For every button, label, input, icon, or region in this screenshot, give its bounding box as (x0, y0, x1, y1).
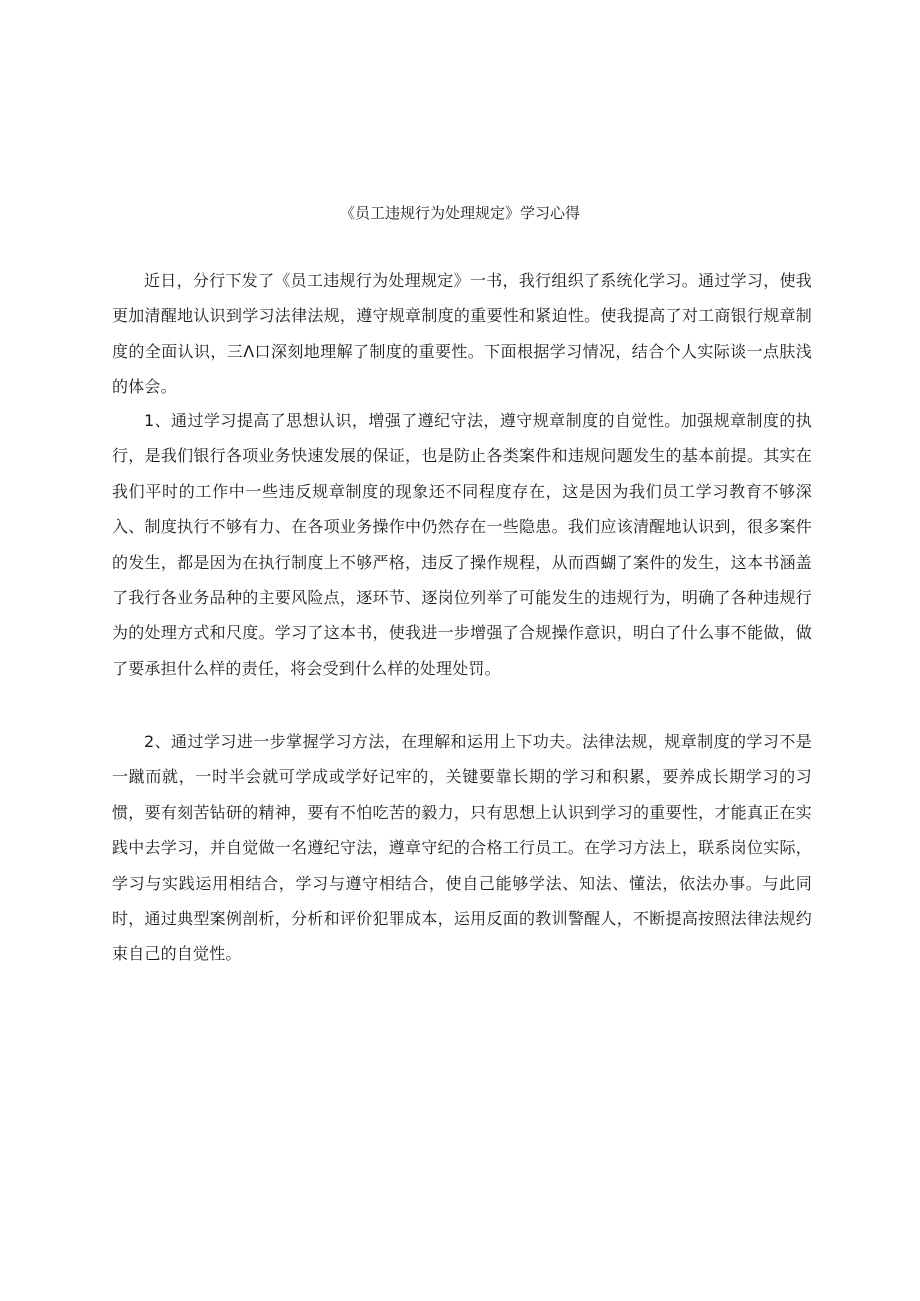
point-1-paragraph: 1、通过学习提高了思想认识，增强了遵纪守法，遵守规章制度的自觉性。加强规章制度的执行，是我们银行各项业务快速发展的保证，也是防止各类案件和违规问题发生的基本前提。其实在我们平时的工作中一些违反规章制度的现象还不同程度存在，这是因为我们员工学习教育不够深入、制度执行不够有力、在各项业务操作中仍然存在一些隐患。我们应该清醒地认识到，很多案件的发生，都是因为在执行制度上不够严格，违反了操作规程，从而酉蝴了案件的发生，这本书涵盖了我行各业务品种的主要风险点，逐环节、逐岗位列举了可能发生的违规行为，明确了各种违规行为的处理方式和尺度。学习了这本书，使我进一步增强了合规操作意识，明白了什么事不能做，做了要承担什么样的责任，将会受到什么样的处理处罚。 (112, 411, 812, 678)
document-title: 《员工违规行为处理规定》学习心得 (339, 204, 580, 222)
intro-paragraph: 近日，分行下发了《员工违规行为处理规定》一书，我行组织了系统化学习。通过学习，使我更加清醒地认识到学习法律法规，遵守规章制度的重要性和紧迫性。使我提高了对工商银行规章制度的全面认识，三Λ口深刻地理解了制度的重要性。下面根据学习情况，结合个人实际谈一点肤浅的体会。 (112, 271, 812, 397)
point-2-paragraph: 2、通过学习进一步掌握学习方法，在理解和运用上下功夫。法律法规，规章制度的学习不是一蹴而就，一时半会就可学成或学好记牢的，关键要靠长期的学习和积累，要养成长期学习的习惯，要有刻苦钻研的精神，要有不怕吃苦的毅力，只有思想上认识到学习的重要性，才能真正在实践中去学习，并自觉做一名遵纪守法，遵章守纪的合格工行员工。在学习方法上，联系岗位实际，学习与实践运用相结合，学习与遵守相结合，使自己能够学法、知法、懂法，依法办事。与此同时，通过典型案例剖析，分析和评价犯罪成本，运用反面的教训警醒人，不断提高按照法律法规约束自己的自觉性。 (112, 732, 812, 964)
